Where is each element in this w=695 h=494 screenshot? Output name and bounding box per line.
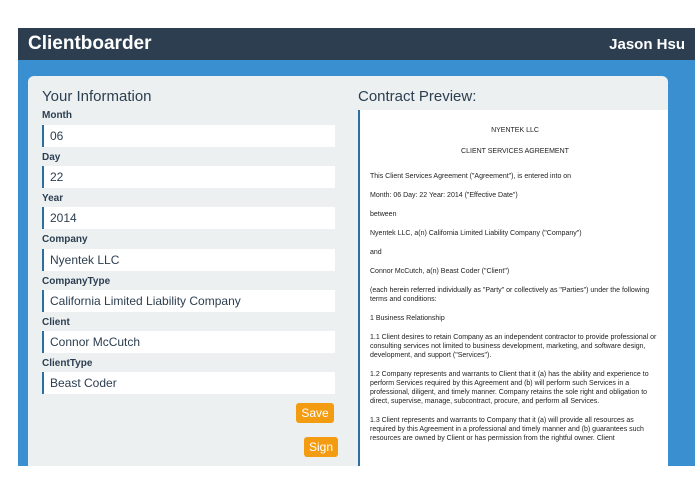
contract-preview-panel — [358, 76, 668, 466]
contract-agreement-heading: CLIENT SERVICES AGREEMENT — [461, 148, 569, 155]
contract-parties-note: (each herein referred individually as "Party" or collectively as "Parties") under the following terms and conditions: — [370, 287, 650, 303]
contract-company-party: Nyentek LLC, a(n) California Limited Liability Company ("Company") — [370, 230, 582, 237]
contract-clause-1-3: 1.3 Client represents and warrants to Company that it (a) will provide all resources as required by this Agreement in a professional and timely manner and (b) guarantees such resources are owned by Client or has permission from the rightful owner. Client — [370, 417, 644, 442]
day-label: Day — [42, 152, 61, 163]
contract-clause-1-2: 1.2 Company represents and warrants to Client that it (a) has the ability and experience to perform Services required by this Agreement and (b) will perform such Services in a professional, diligent, and timely manner. Company retains the sole right and obligation to direct, supervise, manage, subcontract, procure, and perform all Services. — [370, 371, 649, 405]
contract-document[interactable] — [358, 110, 668, 466]
year-input[interactable]: 2014 — [42, 207, 335, 229]
top-navbar — [18, 28, 695, 60]
save-button[interactable]: Save — [296, 403, 334, 423]
company-type-label: CompanyType — [42, 276, 111, 287]
company-input[interactable]: Nyentek LLC — [42, 249, 335, 271]
month-label: Month — [42, 110, 72, 121]
company-label: Company — [42, 234, 88, 245]
contract-between: between — [370, 211, 397, 218]
information-title: Your Information — [42, 88, 152, 105]
client-label: Client — [42, 317, 70, 328]
client-type-input[interactable]: Beast Coder — [42, 372, 335, 394]
contract-preview-title: Contract Preview: — [358, 88, 477, 105]
year-label: Year — [42, 193, 64, 204]
contract-clause-1-1: 1.1 Client desires to retain Company as an independent contractor to provide professional or consulting services not limited to business development, marketing, and software design, development, and support ("Services"). — [370, 334, 657, 359]
company-type-input[interactable]: California Limited Liability Company — [42, 290, 335, 312]
contract-section-1: 1 Business Relationship — [370, 315, 445, 322]
contract-effective-date: Month: 06 Day: 22 Year: 2014 ("Effective Date") — [370, 192, 518, 199]
contract-intro: This Client Services Agreement ("Agreement"), is entered into on — [370, 173, 572, 180]
contract-company-heading: NYENTEK LLC — [491, 127, 539, 134]
brand-logo[interactable]: Clientboarder — [28, 33, 152, 54]
client-input[interactable]: Connor McCutch — [42, 331, 335, 353]
month-input[interactable]: 06 — [42, 125, 335, 147]
contract-and: and — [370, 249, 382, 256]
day-input[interactable]: 22 — [42, 166, 335, 188]
user-name[interactable]: Jason Hsu — [609, 35, 685, 53]
app-window — [18, 28, 695, 466]
main-card — [28, 76, 668, 466]
contract-client-party: Connor McCutch, a(n) Beast Coder ("Client") — [370, 268, 510, 275]
client-type-label: ClientType — [42, 358, 93, 369]
information-panel — [28, 76, 348, 466]
sign-button[interactable]: Sign — [304, 437, 338, 457]
